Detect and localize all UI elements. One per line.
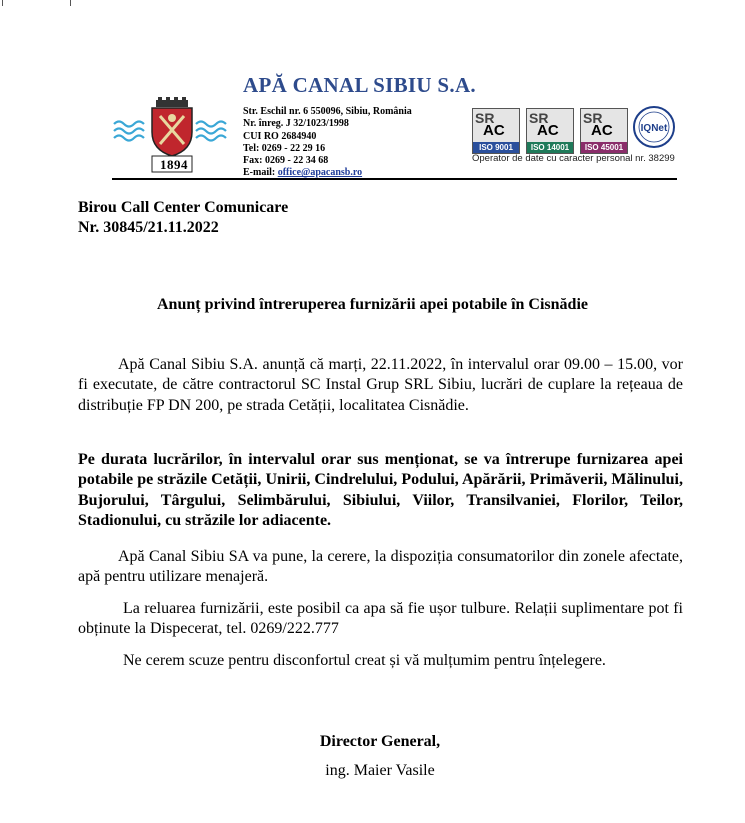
telephone: Tel: 0269 - 22 29 16 — [243, 142, 326, 154]
paragraph-schedule: Apă Canal Sibiu S.A. anunță că marți, 22.11.2022, în intervalul orar 09.00 – 15.00, vor fi executate, de către contractorul SC Instal Grup SRL Sibiu, lucrări de cuplare la rețeaua de distribuție FP DN 200, pe strada Cetății, localitatea Cisnădie. — [78, 356, 683, 414]
paragraph-affected-streets: Pe durata lucrărilor, în intervalul orar sus menționat, se va întrerupe furnizarea apei potabile pe străzile Cetății, Unirii, Cindrelului, Podului, Apărării, Primăverii, Mălinului, Bujorului, Târgului, Selimbărului, Sibiului, Viilor, Transilvaniei, Florilor, Teilor, Stadionului, cu străzile lor adiacente. — [78, 451, 683, 529]
contact-block — [243, 106, 412, 180]
document-header — [78, 198, 288, 238]
waves-right-icon — [196, 122, 226, 141]
email-label: E-mail: — [243, 167, 278, 179]
badge-band: ISO 9001 — [473, 142, 519, 153]
email-link[interactable]: office@apacansb.ro — [277, 167, 363, 179]
page-edge-mark — [70, 0, 71, 6]
badge-sr: SR — [475, 110, 495, 126]
badge-sr: SR — [529, 110, 549, 126]
address: Str. Eschil nr. 6 550096, Sibiu, România — [243, 106, 412, 117]
paragraph-contact: La reluarea furnizării, este posibil ca apa să fie ușor tulbure. Relații suplimentare pot fi obținute la Dispecerat, tel. 0269/222.777 — [78, 600, 683, 638]
page-edge-mark — [2, 0, 3, 6]
paragraph-apology: Ne cerem scuze pentru disconfortul creat și vă mulțumim pentru înțelegere. — [123, 652, 606, 669]
iqnet-label: IQNet — [640, 123, 668, 134]
signature-name: ing. Maier Vasile — [325, 762, 435, 779]
logo-year: 1894 — [160, 157, 188, 172]
badge-band: ISO 14001 — [527, 142, 573, 153]
iso-14001-badge — [526, 108, 574, 154]
waves-left-icon — [114, 122, 144, 141]
coat-of-arms-icon — [152, 97, 192, 156]
registration-number: Nr. înreg. J 32/1023/1998 — [243, 118, 349, 130]
document-title: Anunț privind întreruperea furnizării apei potabile în Cisnădie — [156, 296, 588, 313]
badge-ac: AC — [483, 122, 505, 139]
badge-sr: SR — [583, 110, 603, 126]
fax: Fax: 0269 - 22 34 68 — [243, 155, 329, 167]
iqnet-icon — [632, 105, 676, 149]
badge-ac: AC — [537, 122, 559, 139]
paragraph-water-supply: Apă Canal Sibiu SA va pune, la cerere, la dispoziția consumatorilor din zonele afectate, apă pentru utilizare menajeră. — [78, 548, 683, 586]
department: Birou Call Center Comunicare — [78, 199, 289, 216]
badge-band: ISO 45001 — [581, 142, 627, 153]
company-name: APĂ CANAL SIBIU S.A. — [243, 73, 476, 97]
cui: CUI RO 2684940 — [243, 130, 317, 142]
iso-9001-badge — [472, 108, 520, 154]
data-operator-note: Operator de date cu caracter personal nr. 38299 — [472, 153, 675, 164]
badge-ac: AC — [591, 122, 613, 139]
header-divider — [112, 178, 677, 180]
document-number: Nr. 30845/21.11.2022 — [78, 219, 219, 236]
signature-title: Director General, — [319, 733, 441, 750]
iso-45001-badge — [580, 108, 628, 154]
